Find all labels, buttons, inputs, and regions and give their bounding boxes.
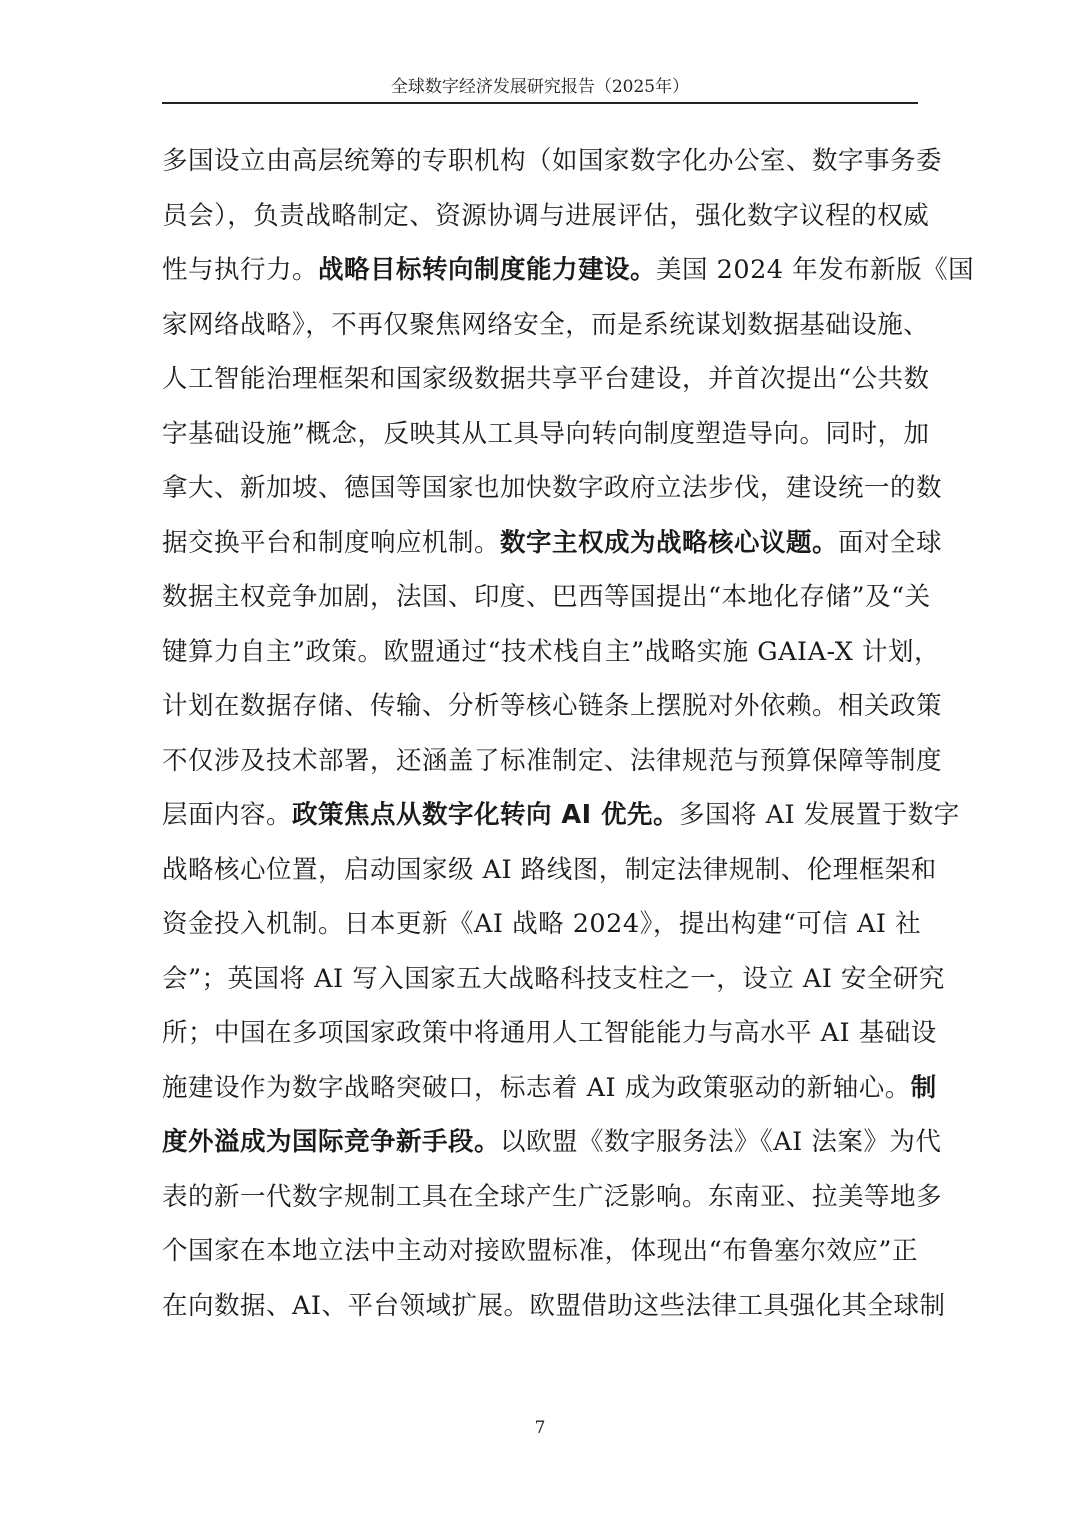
text-run: 拿大、新加坡、德国等国家也加快数字政府立法步伐，建设统一的数: [162, 473, 943, 503]
text-run: 计划在数据存储、传输、分析等核心链条上摆脱对外依赖。相关政策: [162, 691, 943, 721]
text-run: 以欧盟《数字服务法》《AI 法案》为代: [500, 1127, 942, 1157]
text-run: 所；中国在多项国家政策中将通用人工智能能力与高水平 AI 基础设: [162, 1018, 937, 1048]
text-line: [162, 843, 937, 898]
text-line: [162, 679, 943, 734]
header-rule: [162, 102, 918, 104]
text-run: 不仅涉及技术部署，还涵盖了标准制定、法律规范与预算保障等制度: [162, 745, 943, 776]
text-line: [162, 1279, 946, 1334]
text-line: [162, 516, 943, 571]
text-run: 在向数据、AI、平台领域扩展。欧盟借助这些法律工具强化其全球制: [162, 1290, 946, 1321]
text-line: [162, 625, 940, 680]
text-line: [162, 952, 945, 1007]
text-run: 性与执行力。: [162, 255, 319, 285]
text-line: [162, 407, 930, 462]
text-line: [162, 189, 930, 244]
page-number: 7: [534, 1418, 546, 1438]
body-text: [162, 134, 975, 1333]
text-run: 据交换平台和制度响应机制。: [162, 527, 501, 558]
text-line: [162, 897, 922, 952]
text-line: [162, 1061, 937, 1116]
text-line: [162, 1224, 918, 1279]
text-run: 人工智能治理框架和国家级数据共享平台建设，并首次提出“公共数: [162, 364, 930, 394]
text-line: [162, 461, 943, 516]
bold-heading: 度外溢成为国际竞争新手段。: [162, 1127, 501, 1157]
text-line: [162, 1170, 943, 1225]
text-line: [162, 243, 975, 298]
text-run: 多国设立由高层统筹的专职机构（如国家数字化办公室、数字事务委: [162, 146, 943, 176]
bold-heading: 政策焦点从数字化转向 AI 优先。: [292, 800, 679, 830]
text-run: 表的新一代数字规制工具在全球产生广泛影响。东南亚、拉美等地多: [162, 1181, 943, 1212]
text-run: 员会），负责战略制定、资源协调与进展评估，强化数字议程的权威: [162, 200, 930, 231]
text-line: [162, 352, 930, 407]
text-run: 字基础设施”概念，反映其从工具导向转向制度塑造导向。同时，加: [162, 418, 930, 449]
text-run: 施建设作为数字战略突破口，标志着 AI 成为政策驱动的新轴心。: [162, 1072, 911, 1103]
text-run: 战略核心位置，启动国家级 AI 路线图，制定法律规制、伦理框架和: [162, 854, 937, 885]
text-run: 资金投入机制。日本更新《AI 战略 2024》，提出构建“可信 AI 社: [162, 909, 922, 939]
text-line: [162, 1115, 942, 1170]
text-run: 会”；英国将 AI 写入国家五大战略科技支柱之一，设立 AI 安全研究: [162, 963, 945, 994]
text-line: [162, 1006, 937, 1061]
running-header: 全球数字经济发展研究报告（2025年）: [390, 77, 690, 97]
text-run: 个国家在本地立法中主动对接欧盟标准，体现出“布鲁塞尔效应”正: [162, 1236, 918, 1266]
text-run: 家网络战略》，不再仅聚焦网络安全，而是系统谋划数据基础设施、: [162, 309, 930, 340]
bold-heading: 战略目标转向制度能力建设。: [318, 255, 657, 285]
text-line: [162, 570, 931, 625]
text-run: 多国将 AI 发展置于数字: [679, 800, 960, 830]
text-line: [162, 788, 960, 843]
text-run: 面对全球: [838, 527, 943, 558]
text-line: [162, 298, 930, 353]
bold-heading: 数字主权成为战略核心议题。: [500, 527, 839, 558]
text-line: [162, 134, 943, 189]
text-run: 数据主权竞争加剧，法国、印度、巴西等国提出“本地化存储”及“关: [162, 582, 931, 612]
text-run: 层面内容。: [162, 800, 293, 830]
bold-heading: 制: [910, 1072, 937, 1103]
text-line: [162, 734, 943, 789]
text-run: 键算力自主”政策。欧盟通过“技术栈自主”战略实施 GAIA-X 计划，: [162, 636, 940, 667]
text-run: 美国 2024 年发布新版《国: [656, 255, 975, 285]
